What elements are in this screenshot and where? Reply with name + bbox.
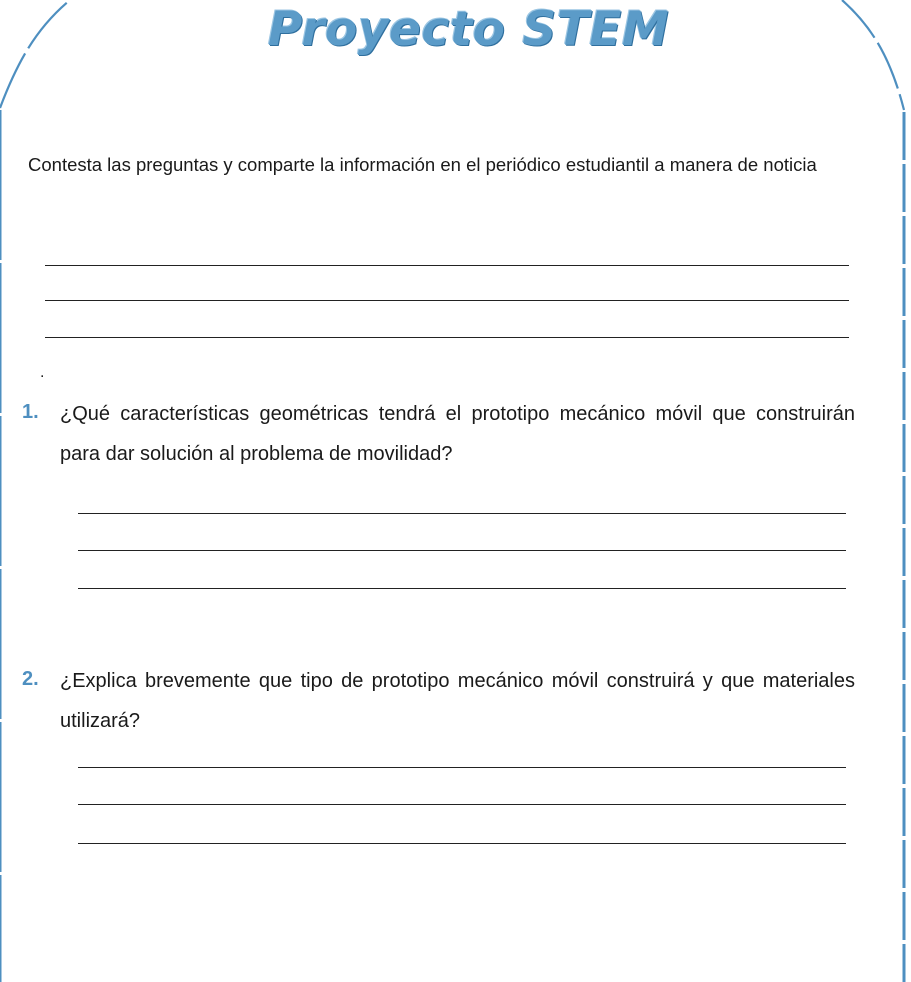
answer-line[interactable]: [78, 550, 846, 551]
answer-line[interactable]: [45, 300, 849, 301]
answer-line[interactable]: [78, 513, 846, 514]
answer-line[interactable]: [78, 804, 846, 805]
question-2-number: 2.: [22, 668, 39, 690]
answer-line[interactable]: [78, 843, 846, 844]
bullet-mark: .: [40, 364, 45, 381]
answer-line[interactable]: [78, 767, 846, 768]
question-1-number: 1.: [22, 401, 39, 423]
instructions-text: Contesta las preguntas y comparte la información en el periódico estudiantil a manera de noticia: [28, 154, 817, 175]
question-1-text: ¿Qué características geométricas tendrá el prototipo mecánico móvil que construirán para dar solución al problema de movilidad?: [60, 403, 855, 465]
page-title: Proyecto STEM: [267, 2, 670, 57]
question-2-text: ¿Explica brevemente que tipo de prototipo mecánico móvil construirá y que materiales utilizará?: [60, 670, 855, 732]
answer-line[interactable]: [78, 588, 846, 589]
answer-line[interactable]: [45, 265, 849, 266]
answer-line[interactable]: [45, 337, 849, 338]
